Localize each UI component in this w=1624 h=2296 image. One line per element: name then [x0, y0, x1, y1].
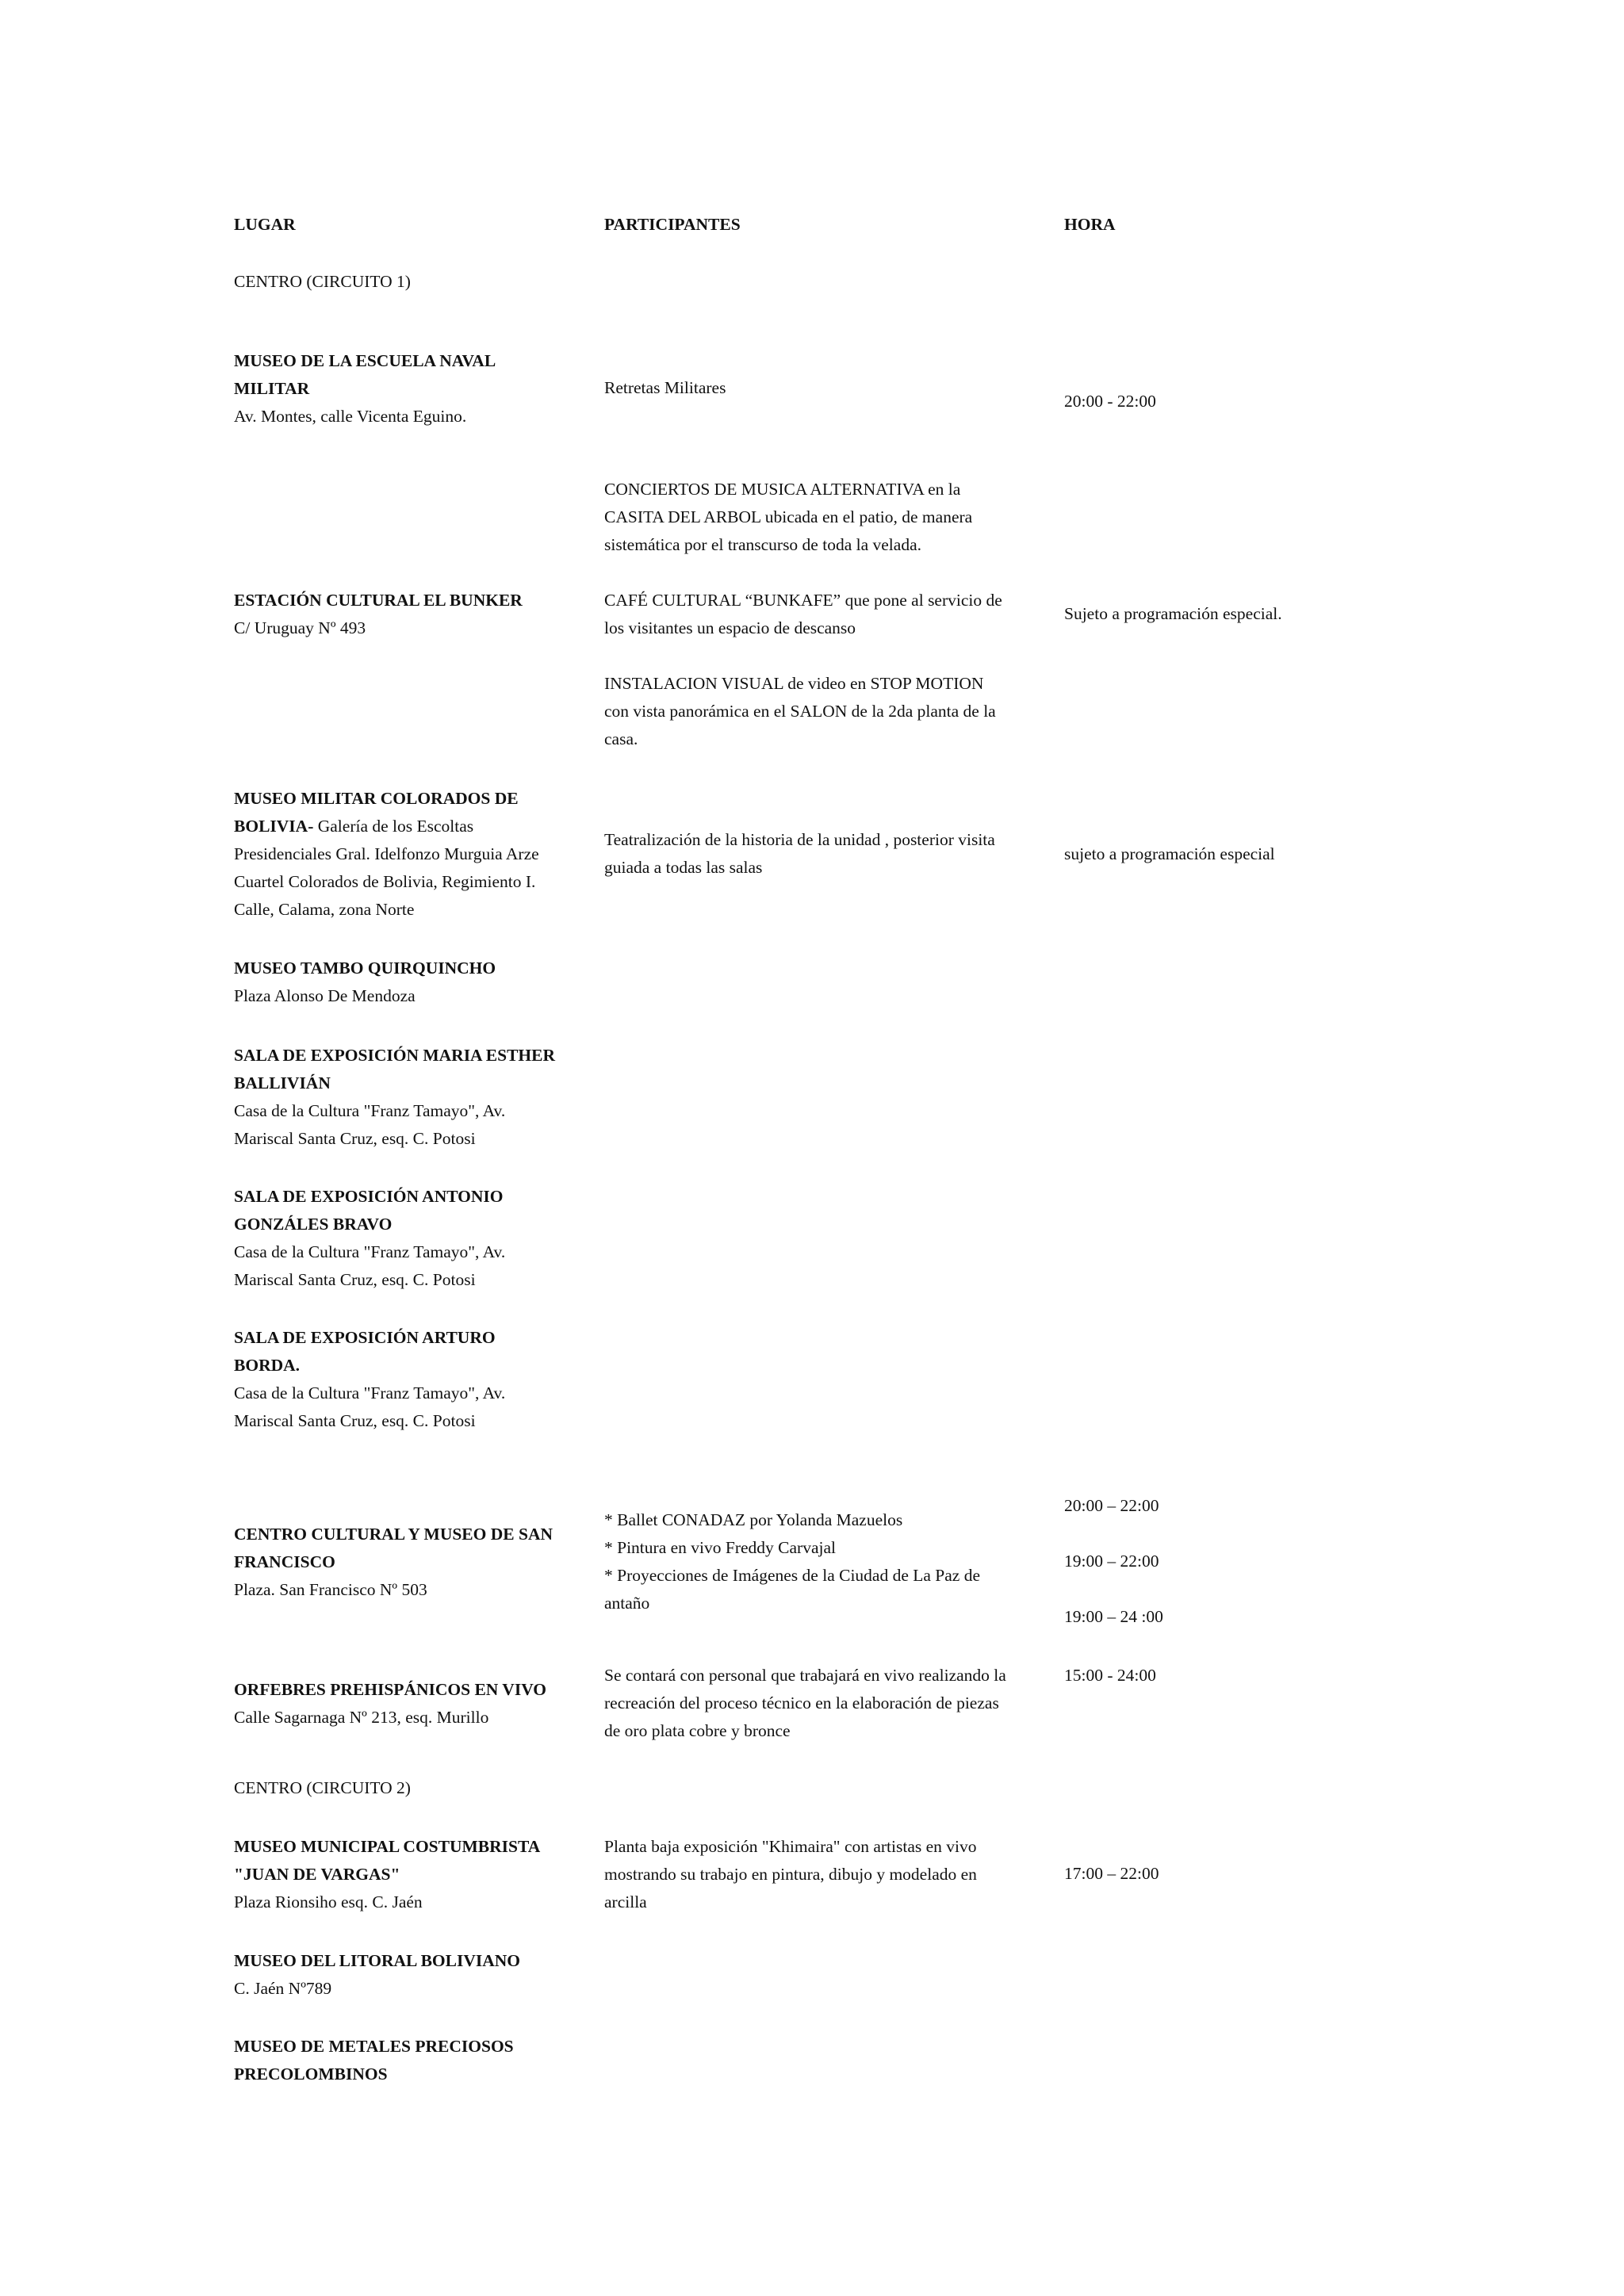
entry-museo-tambo-quirquincho	[234, 955, 583, 1010]
participants-naval: Retretas Militares	[604, 378, 726, 397]
entry-estacion-cultural-bunker	[234, 587, 583, 642]
participants-sanfrancisco: * Ballet CONADAZ por Yolanda Mazuelos * Pintura en vivo Freddy Carvajal * Proyecciones de Imágenes de la Ciudad de La Paz de antaño	[604, 1510, 981, 1613]
entry-museo-juan-de-vargas: MUSEO MUNICIPAL COSTUMBRISTA "JUAN DE VARGAS" Plaza Rionsiho esq. C. Jaén	[234, 1837, 541, 1911]
entry-address: Presidenciales Gral. Idelfonzo Murguia Arze	[234, 844, 539, 863]
participants-vargas: Planta baja exposición "Khimaira" con artistas en vivo mostrando su trabajo en pintura, dibujo y modelado en arcilla	[604, 1837, 977, 1911]
header-lugar: LUGAR	[234, 215, 296, 234]
participants-colorados: Teatralización de la historia de la unidad , posterior visita guiada a todas las salas	[604, 830, 995, 877]
time-naval: 20:00 - 22:00	[1064, 392, 1156, 411]
entry-sala-arturo-borda: SALA DE EXPOSICIÓN ARTURO BORDA. Casa de la Cultura "Franz Tamayo", Av. Mariscal Santa Cruz, esq. C. Potosi	[234, 1328, 506, 1430]
section-centro-circuito-2: CENTRO (CIRCUITO 2)	[234, 1778, 411, 1797]
entry-museo-litoral-boliviano: MUSEO DEL LITORAL BOLIVIANO C. Jaén Nº789	[234, 1951, 521, 1998]
entry-centro-cultural-san-francisco: CENTRO CULTURAL Y MUSEO DE SAN FRANCISCO Plaza. San Francisco Nº 503	[234, 1525, 553, 1599]
time-colorados: sujeto a programación especial	[1064, 844, 1275, 863]
section-centro-circuito-1: CENTRO (CIRCUITO 1)	[234, 272, 411, 291]
participants-orfebres: Se contará con personal que trabajará en vivo realizando la recreación del proceso técnico en la elaboración de piezas de oro plata cobre y bronce	[604, 1666, 1006, 1740]
header-hora: HORA	[1064, 215, 1116, 234]
entry-address: Calle, Calama, zona Norte	[234, 900, 415, 919]
entry-sala-maria-esther-ballivian: SALA DE EXPOSICIÓN MARIA ESTHER BALLIVIÁN Casa de la Cultura "Franz Tamayo", Av. Mariscal Santa Cruz, esq. C. Potosi	[234, 1046, 556, 1148]
entry-orfebres-prehispanicos: ORFEBRES PREHISPÁNICOS EN VIVO Calle Sagarnaga Nº 213, esq. Murillo	[234, 1680, 547, 1727]
header-participantes: PARTICIPANTES	[604, 215, 741, 234]
time-bunker: Sujeto a programación especial.	[1064, 604, 1282, 623]
entry-address: C/ Uruguay Nº 493	[234, 618, 366, 637]
time-sanfrancisco-proyecciones: 19:00 – 24 :00	[1064, 1607, 1163, 1626]
time-sanfrancisco-ballet: 20:00 – 22:00	[1064, 1496, 1159, 1515]
entry-address: Av. Montes, calle Vicenta Eguino.	[234, 407, 467, 426]
entry-name-line: MUSEO DE LA ESCUELA NAVAL	[234, 351, 496, 370]
entry-museo-escuela-naval	[234, 347, 583, 430]
participants-bunker-conciertos: CONCIERTOS DE MUSICA ALTERNATIVA en la CASITA DEL ARBOL ubicada en el patio, de manera sistemática por el transcurso de toda la velada.	[604, 480, 973, 554]
time-vargas: 17:00 – 22:00	[1064, 1864, 1159, 1883]
entry-address: Cuartel Colorados de Bolivia, Regimiento I.	[234, 872, 536, 891]
entry-name-line: MUSEO TAMBO QUIRQUINCHO	[234, 959, 496, 978]
participants-bunker-cafe: CAFÉ CULTURAL “BUNKAFE” que pone al servicio de los visitantes un espacio de descanso	[604, 591, 1002, 637]
entry-address: Plaza Alonso De Mendoza	[234, 986, 416, 1005]
participants-bunker-instalacion: INSTALACION VISUAL de video en STOP MOTION con vista panorámica en el SALON de la 2da planta de la casa.	[604, 674, 996, 748]
entry-name-line: MUSEO MILITAR COLORADOS DE	[234, 789, 519, 808]
entry-name-line: ESTACIÓN CULTURAL EL BUNKER	[234, 591, 523, 610]
entry-museo-militar-colorados: MUSEO MILITAR COLORADOS DE BOLIVIA- Galería de los Escoltas Presidenciales Gral. Idelfonzo Murguia Arze Cuartel Colorados de Bolivia, Regimiento I. Calle, Calama, zona Norte	[234, 785, 583, 924]
entry-sala-antonio-gonzales-bravo: SALA DE EXPOSICIÓN ANTONIO GONZÁLES BRAVO Casa de la Cultura "Franz Tamayo", Av. Mariscal Santa Cruz, esq. C. Potosi	[234, 1187, 506, 1289]
entry-museo-metales-preciosos: MUSEO DE METALES PRECIOSOS PRECOLOMBINOS	[234, 2037, 514, 2084]
time-sanfrancisco-pintura: 19:00 – 22:00	[1064, 1552, 1159, 1571]
time-orfebres: 15:00 - 24:00	[1064, 1666, 1156, 1685]
entry-name-line: MILITAR	[234, 379, 310, 398]
